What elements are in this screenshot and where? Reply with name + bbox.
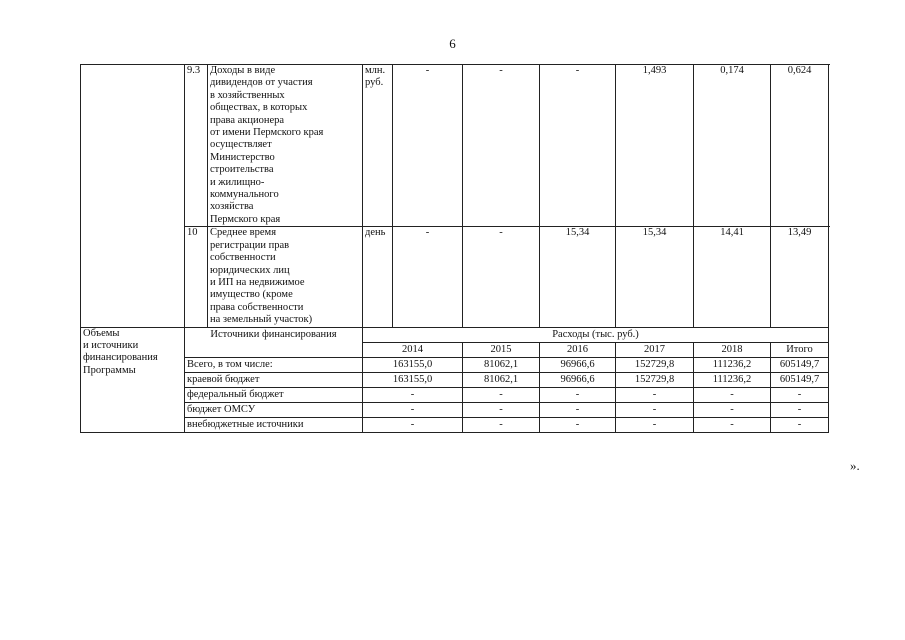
financing-value: 152729,8: [616, 372, 694, 387]
financing-value: -: [363, 402, 463, 417]
closing-quote-mark: ».: [850, 458, 860, 473]
financing-row: [81, 387, 829, 402]
financing-source: бюджет ОМСУ: [185, 402, 363, 417]
financing-value: -: [463, 387, 540, 402]
indicator-unit: млн. руб.: [363, 65, 393, 227]
year-2017: 2017: [616, 342, 694, 357]
indicator-value-2017: 1,493: [616, 65, 694, 227]
financing-row: [81, 357, 829, 372]
financing-value: 163155,0: [363, 357, 463, 372]
indicator-value-2018: 14,41: [694, 227, 771, 327]
financing-value: -: [616, 417, 694, 432]
financing-value: -: [540, 417, 616, 432]
financing-value: -: [363, 417, 463, 432]
financing-row: [81, 417, 829, 432]
financing-value: 111236,2: [694, 372, 771, 387]
indicator-name: Доходы в виде дивидендов от участия в хозяйственных обществах, в которых права акционера от имени Пермского края осуществляет Министерство строительства и жилищно- коммунального хозяйства Пермского края: [208, 65, 363, 227]
indicator-value-total: 0,624: [771, 65, 829, 227]
financing-value: -: [771, 387, 829, 402]
financing-value: 605149,7: [771, 357, 829, 372]
indicator-value-2016: -: [540, 65, 616, 227]
indicator-value-2017: 15,34: [616, 227, 694, 327]
indicator-value-2015: -: [463, 227, 540, 327]
financing-value: 152729,8: [616, 357, 694, 372]
financing-value: 81062,1: [463, 372, 540, 387]
financing-label: Объемы и источники финансирования Программы: [81, 327, 185, 432]
financing-value: -: [694, 387, 771, 402]
indicator-unit: день: [363, 227, 393, 327]
financing-value: -: [771, 417, 829, 432]
financing-source: внебюджетные источники: [185, 417, 363, 432]
financing-value: 111236,2: [694, 357, 771, 372]
indicator-number: 10: [185, 227, 208, 327]
financing-value: -: [771, 402, 829, 417]
year-2014: 2014: [363, 342, 463, 357]
sources-header: Источники финансирования: [185, 327, 363, 357]
year-total: Итого: [771, 342, 829, 357]
financing-row: [81, 372, 829, 387]
indicator-number: 9.3: [185, 65, 208, 227]
financing-value: -: [363, 387, 463, 402]
year-2015: 2015: [463, 342, 540, 357]
financing-source: краевой бюджет: [185, 372, 363, 387]
indicator-row: [81, 65, 829, 227]
indicator-row: [81, 227, 829, 327]
financing-value: -: [463, 417, 540, 432]
year-2018: 2018: [694, 342, 771, 357]
indicator-value-2015: -: [463, 65, 540, 227]
indicator-value-2014: -: [393, 227, 463, 327]
financing-value: 96966,6: [540, 372, 616, 387]
financing-value: 163155,0: [363, 372, 463, 387]
financing-value: 96966,6: [540, 357, 616, 372]
financing-value: -: [694, 417, 771, 432]
financing-source: федеральный бюджет: [185, 387, 363, 402]
blank-left-cell: [81, 65, 185, 328]
indicator-value-total: 13,49: [771, 227, 829, 327]
program-table: [80, 64, 829, 433]
financing-value: -: [694, 402, 771, 417]
financing-value: -: [540, 387, 616, 402]
financing-source: Всего, в том числе:: [185, 357, 363, 372]
financing-header-row: [81, 327, 829, 342]
financing-value: 605149,7: [771, 372, 829, 387]
financing-value: -: [616, 387, 694, 402]
expenses-header: Расходы (тыс. руб.): [363, 327, 829, 342]
financing-value: -: [463, 402, 540, 417]
page-number: 6: [449, 36, 456, 51]
financing-row: [81, 402, 829, 417]
financing-value: 81062,1: [463, 357, 540, 372]
indicator-name: Среднее время регистрации прав собственности юридических лиц и ИП на недвижимое имущество (кроме права собственности на земельный участок): [208, 227, 363, 327]
indicator-value-2014: -: [393, 65, 463, 227]
indicator-value-2016: 15,34: [540, 227, 616, 327]
financing-value: -: [540, 402, 616, 417]
financing-value: -: [616, 402, 694, 417]
year-2016: 2016: [540, 342, 616, 357]
indicator-value-2018: 0,174: [694, 65, 771, 227]
